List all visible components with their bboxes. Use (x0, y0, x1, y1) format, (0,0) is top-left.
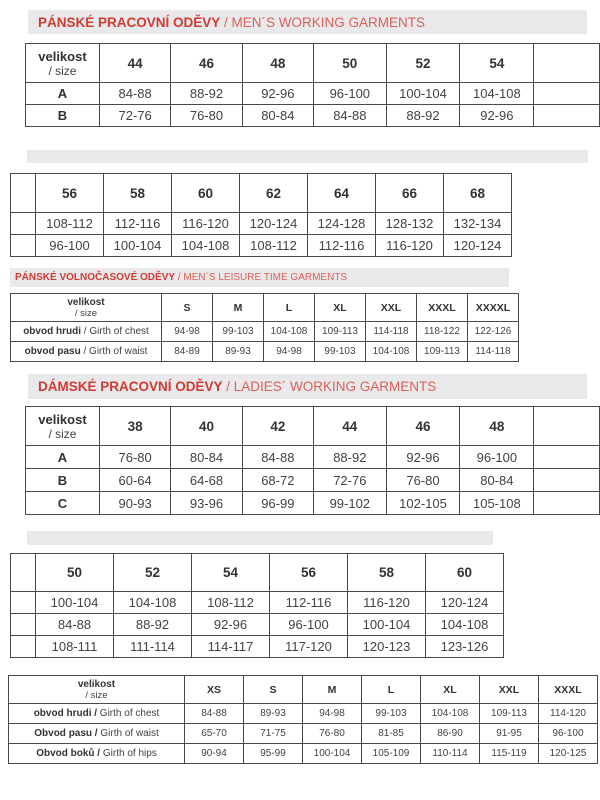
size-header-cell: 38 (99, 407, 170, 446)
table-row (9, 704, 598, 724)
table-row (11, 592, 504, 614)
size-header-cell: 68 (444, 174, 512, 213)
cut-off-cell (11, 614, 36, 636)
value-cell: 86-90 (421, 724, 480, 744)
size-header-cell: 54 (192, 554, 270, 592)
size-header-cell: 50 (314, 44, 387, 83)
table-row (11, 614, 504, 636)
separator-bar (27, 531, 493, 545)
value-cell: 118-122 (417, 322, 468, 342)
value-cell: 112-116 (308, 235, 376, 257)
corner-label-czech: velikost (38, 411, 87, 427)
size-header-cell: 64 (308, 174, 376, 213)
table-row (26, 105, 600, 127)
size-corner-cell (26, 44, 100, 83)
value-cell: 96-100 (314, 83, 387, 105)
cut-off-cell (11, 174, 36, 213)
value-cell: 84-88 (36, 614, 114, 636)
value-cell: 94-98 (303, 704, 362, 724)
value-cell: 104-108 (421, 704, 480, 724)
value-cell: 100-104 (348, 614, 426, 636)
size-header-cell: 44 (314, 407, 387, 446)
value-cell: 76-80 (386, 469, 460, 492)
row-label-cell: B (26, 469, 100, 492)
size-header-cell: XXXXL (468, 294, 519, 322)
size-header-cell: XS (185, 676, 244, 704)
value-cell: 88-92 (171, 83, 242, 105)
size-header-cell: 46 (386, 407, 460, 446)
value-cell: 104-108 (460, 83, 534, 105)
value-cell: 102-105 (386, 492, 460, 515)
table-row (9, 724, 598, 744)
row-label-cell: Obvod boků / Girth of hips (9, 744, 185, 764)
value-cell: 116-120 (172, 213, 240, 235)
row-label-cell: obvod hrudi / Girth of chest (11, 322, 162, 342)
value-cell: 80-84 (171, 446, 242, 469)
size-table-ladies-working-50-60 (10, 553, 504, 658)
size-header-cell: 54 (460, 44, 534, 83)
value-cell: 100-104 (386, 83, 460, 105)
section-title-czech: PÁNSKÉ VOLNOČASOVÉ ODĚVY (15, 272, 176, 283)
value-cell: 94-98 (162, 322, 213, 342)
value-cell: 111-114 (114, 636, 192, 658)
value-cell: 116-120 (376, 235, 444, 257)
size-header-cell: M (303, 676, 362, 704)
size-header-cell: 56 (270, 554, 348, 592)
value-cell: 128-132 (376, 213, 444, 235)
corner-label-english: / size (48, 63, 77, 78)
row-label-czech: Obvod boků / (36, 748, 101, 759)
section-title-czech: PÁNSKÉ PRACOVNÍ ODĚVY (38, 14, 221, 30)
table-row (26, 446, 600, 469)
cut-off-cell (534, 105, 600, 127)
corner-label-czech: velikost (38, 48, 87, 64)
value-cell: 120-124 (240, 213, 308, 235)
value-cell: 120-123 (348, 636, 426, 658)
value-cell: 115-119 (480, 744, 539, 764)
section-title-english: / MEN´S LEISURE TIME GARMENTS (175, 272, 348, 283)
value-cell: 65-70 (185, 724, 244, 744)
value-cell: 80-84 (460, 469, 534, 492)
size-header-cell: XXL (480, 676, 539, 704)
value-cell: 84-88 (242, 446, 313, 469)
row-label-cell: A (26, 446, 100, 469)
table-row (11, 322, 519, 342)
corner-label-czech: velikost (77, 678, 116, 690)
value-cell: 117-120 (270, 636, 348, 658)
table-row (11, 213, 512, 235)
section-title-czech: DÁMSKÉ PRACOVNÍ ODĚVY (38, 379, 223, 394)
value-cell: 116-120 (348, 592, 426, 614)
cut-off-cell (534, 44, 600, 83)
value-cell: 114-120 (539, 704, 598, 724)
value-cell: 104-108 (264, 322, 315, 342)
value-cell: 108-112 (240, 235, 308, 257)
table-row (11, 636, 504, 658)
value-cell: 99-103 (213, 322, 264, 342)
value-cell: 72-76 (99, 105, 170, 127)
section-title-english: / MEN´S WORKING GARMENTS (220, 14, 426, 30)
size-corner-cell (11, 294, 162, 322)
table-row (26, 469, 600, 492)
size-header-cell: L (362, 676, 421, 704)
size-header-cell: 42 (242, 407, 313, 446)
value-cell: 84-88 (99, 83, 170, 105)
row-label-czech: obvod hrudi / (33, 708, 98, 719)
size-table-ladies-working-38-48 (25, 406, 600, 515)
value-cell: 76-80 (171, 105, 242, 127)
value-cell: 108-112 (36, 213, 104, 235)
size-header-cell: L (264, 294, 315, 322)
cut-off-cell (534, 469, 600, 492)
section-title-ladies-working (28, 374, 587, 399)
value-cell: 123-126 (426, 636, 504, 658)
cut-off-cell (534, 492, 600, 515)
size-corner-cell (26, 407, 100, 446)
value-cell: 110-114 (421, 744, 480, 764)
row-label-czech: Obvod pasu / (34, 728, 98, 739)
value-cell: 100-104 (36, 592, 114, 614)
value-cell: 92-96 (242, 83, 313, 105)
table-row (11, 342, 519, 362)
size-header-cell: 60 (172, 174, 240, 213)
row-label-czech: obvod hrudi (23, 326, 81, 337)
size-corner-cell (9, 676, 185, 704)
size-header-cell: 52 (386, 44, 460, 83)
value-cell: 104-108 (172, 235, 240, 257)
value-cell: 92-96 (192, 614, 270, 636)
value-cell: 132-134 (444, 213, 512, 235)
value-cell: 104-108 (114, 592, 192, 614)
value-cell: 108-112 (192, 592, 270, 614)
row-label-cell: obvod pasu / Girth of waist (11, 342, 162, 362)
corner-label-english: / size (48, 426, 77, 441)
value-cell: 105-108 (460, 492, 534, 515)
value-cell: 99-103 (315, 342, 366, 362)
value-cell: 114-118 (366, 322, 417, 342)
size-header-cell: 62 (240, 174, 308, 213)
row-label-cell: B (26, 105, 100, 127)
value-cell: 100-104 (104, 235, 172, 257)
value-cell: 84-88 (314, 105, 387, 127)
value-cell: 120-125 (539, 744, 598, 764)
size-header-cell: XL (421, 676, 480, 704)
size-header-cell: 58 (348, 554, 426, 592)
cut-off-cell (534, 83, 600, 105)
value-cell: 72-76 (314, 469, 387, 492)
value-cell: 96-99 (242, 492, 313, 515)
value-cell: 91-95 (480, 724, 539, 744)
section-title-mens-working (28, 10, 587, 34)
size-header-cell: XXXL (417, 294, 468, 322)
value-cell: 93-96 (171, 492, 242, 515)
value-cell: 92-96 (386, 446, 460, 469)
size-header-cell: S (244, 676, 303, 704)
cut-off-cell (534, 407, 600, 446)
value-cell: 89-93 (213, 342, 264, 362)
row-label-cell: obvod hrudi / Girth of chest (9, 704, 185, 724)
value-cell: 96-100 (36, 235, 104, 257)
size-header-cell: 60 (426, 554, 504, 592)
cut-off-cell (11, 213, 36, 235)
size-header-cell: XL (315, 294, 366, 322)
value-cell: 95-99 (244, 744, 303, 764)
size-header-cell: 50 (36, 554, 114, 592)
table-row (9, 744, 598, 764)
size-header-cell: XXL (366, 294, 417, 322)
cut-off-cell (11, 636, 36, 658)
value-cell: 96-100 (539, 724, 598, 744)
value-cell: 99-103 (362, 704, 421, 724)
cut-off-cell (11, 554, 36, 592)
size-table-mens-working-44-54 (25, 43, 600, 127)
row-label-cell: Obvod pasu / Girth of waist (9, 724, 185, 744)
value-cell: 124-128 (308, 213, 376, 235)
value-cell: 88-92 (314, 446, 387, 469)
value-cell: 84-89 (162, 342, 213, 362)
size-table-general-xs-xxxl (8, 675, 598, 764)
size-header-cell: 46 (171, 44, 242, 83)
size-header-cell: 48 (242, 44, 313, 83)
section-title-mens-leisure (10, 268, 509, 287)
section-title-english: / LADIES´ WORKING GARMENTS (222, 379, 437, 394)
value-cell: 96-100 (270, 614, 348, 636)
size-header-cell: 52 (114, 554, 192, 592)
row-label-czech: obvod pasu (24, 346, 81, 357)
value-cell: 60-64 (99, 469, 170, 492)
value-cell: 114-118 (468, 342, 519, 362)
cut-off-cell (534, 446, 600, 469)
value-cell: 89-93 (244, 704, 303, 724)
size-header-cell: 48 (460, 407, 534, 446)
value-cell: 112-116 (104, 213, 172, 235)
table-row (26, 83, 600, 105)
row-label-cell: A (26, 83, 100, 105)
value-cell: 96-100 (460, 446, 534, 469)
size-table-mens-leisure (10, 293, 519, 362)
value-cell: 112-116 (270, 592, 348, 614)
size-header-cell: 56 (36, 174, 104, 213)
value-cell: 108-111 (36, 636, 114, 658)
value-cell: 81-85 (362, 724, 421, 744)
value-cell: 109-113 (480, 704, 539, 724)
value-cell: 80-84 (242, 105, 313, 127)
size-header-cell: M (213, 294, 264, 322)
value-cell: 88-92 (386, 105, 460, 127)
value-cell: 105-109 (362, 744, 421, 764)
value-cell: 104-108 (366, 342, 417, 362)
value-cell: 92-96 (460, 105, 534, 127)
size-header-cell: XXXL (539, 676, 598, 704)
value-cell: 64-68 (171, 469, 242, 492)
value-cell: 104-108 (426, 614, 504, 636)
corner-label-english: / size (74, 307, 98, 319)
value-cell: 99-102 (314, 492, 387, 515)
cut-off-cell (11, 592, 36, 614)
value-cell: 84-88 (185, 704, 244, 724)
size-header-cell: 40 (171, 407, 242, 446)
value-cell: 90-93 (99, 492, 170, 515)
value-cell: 90-94 (185, 744, 244, 764)
size-header-cell: S (162, 294, 213, 322)
value-cell: 71-75 (244, 724, 303, 744)
size-header-cell: 66 (376, 174, 444, 213)
table-row (26, 492, 600, 515)
value-cell: 88-92 (114, 614, 192, 636)
value-cell: 68-72 (242, 469, 313, 492)
value-cell: 76-80 (303, 724, 362, 744)
size-header-cell: 58 (104, 174, 172, 213)
value-cell: 120-124 (426, 592, 504, 614)
table-row (11, 235, 512, 257)
cut-off-cell (11, 235, 36, 257)
value-cell: 122-126 (468, 322, 519, 342)
size-header-cell: 44 (99, 44, 170, 83)
value-cell: 109-113 (417, 342, 468, 362)
separator-bar (27, 150, 588, 163)
value-cell: 94-98 (264, 342, 315, 362)
corner-label-czech: velikost (67, 296, 105, 308)
value-cell: 76-80 (99, 446, 170, 469)
value-cell: 114-117 (192, 636, 270, 658)
value-cell: 100-104 (303, 744, 362, 764)
row-label-cell: C (26, 492, 100, 515)
value-cell: 109-113 (315, 322, 366, 342)
value-cell: 120-124 (444, 235, 512, 257)
size-table-mens-working-56-68 (10, 173, 512, 257)
corner-label-english: / size (85, 689, 108, 701)
